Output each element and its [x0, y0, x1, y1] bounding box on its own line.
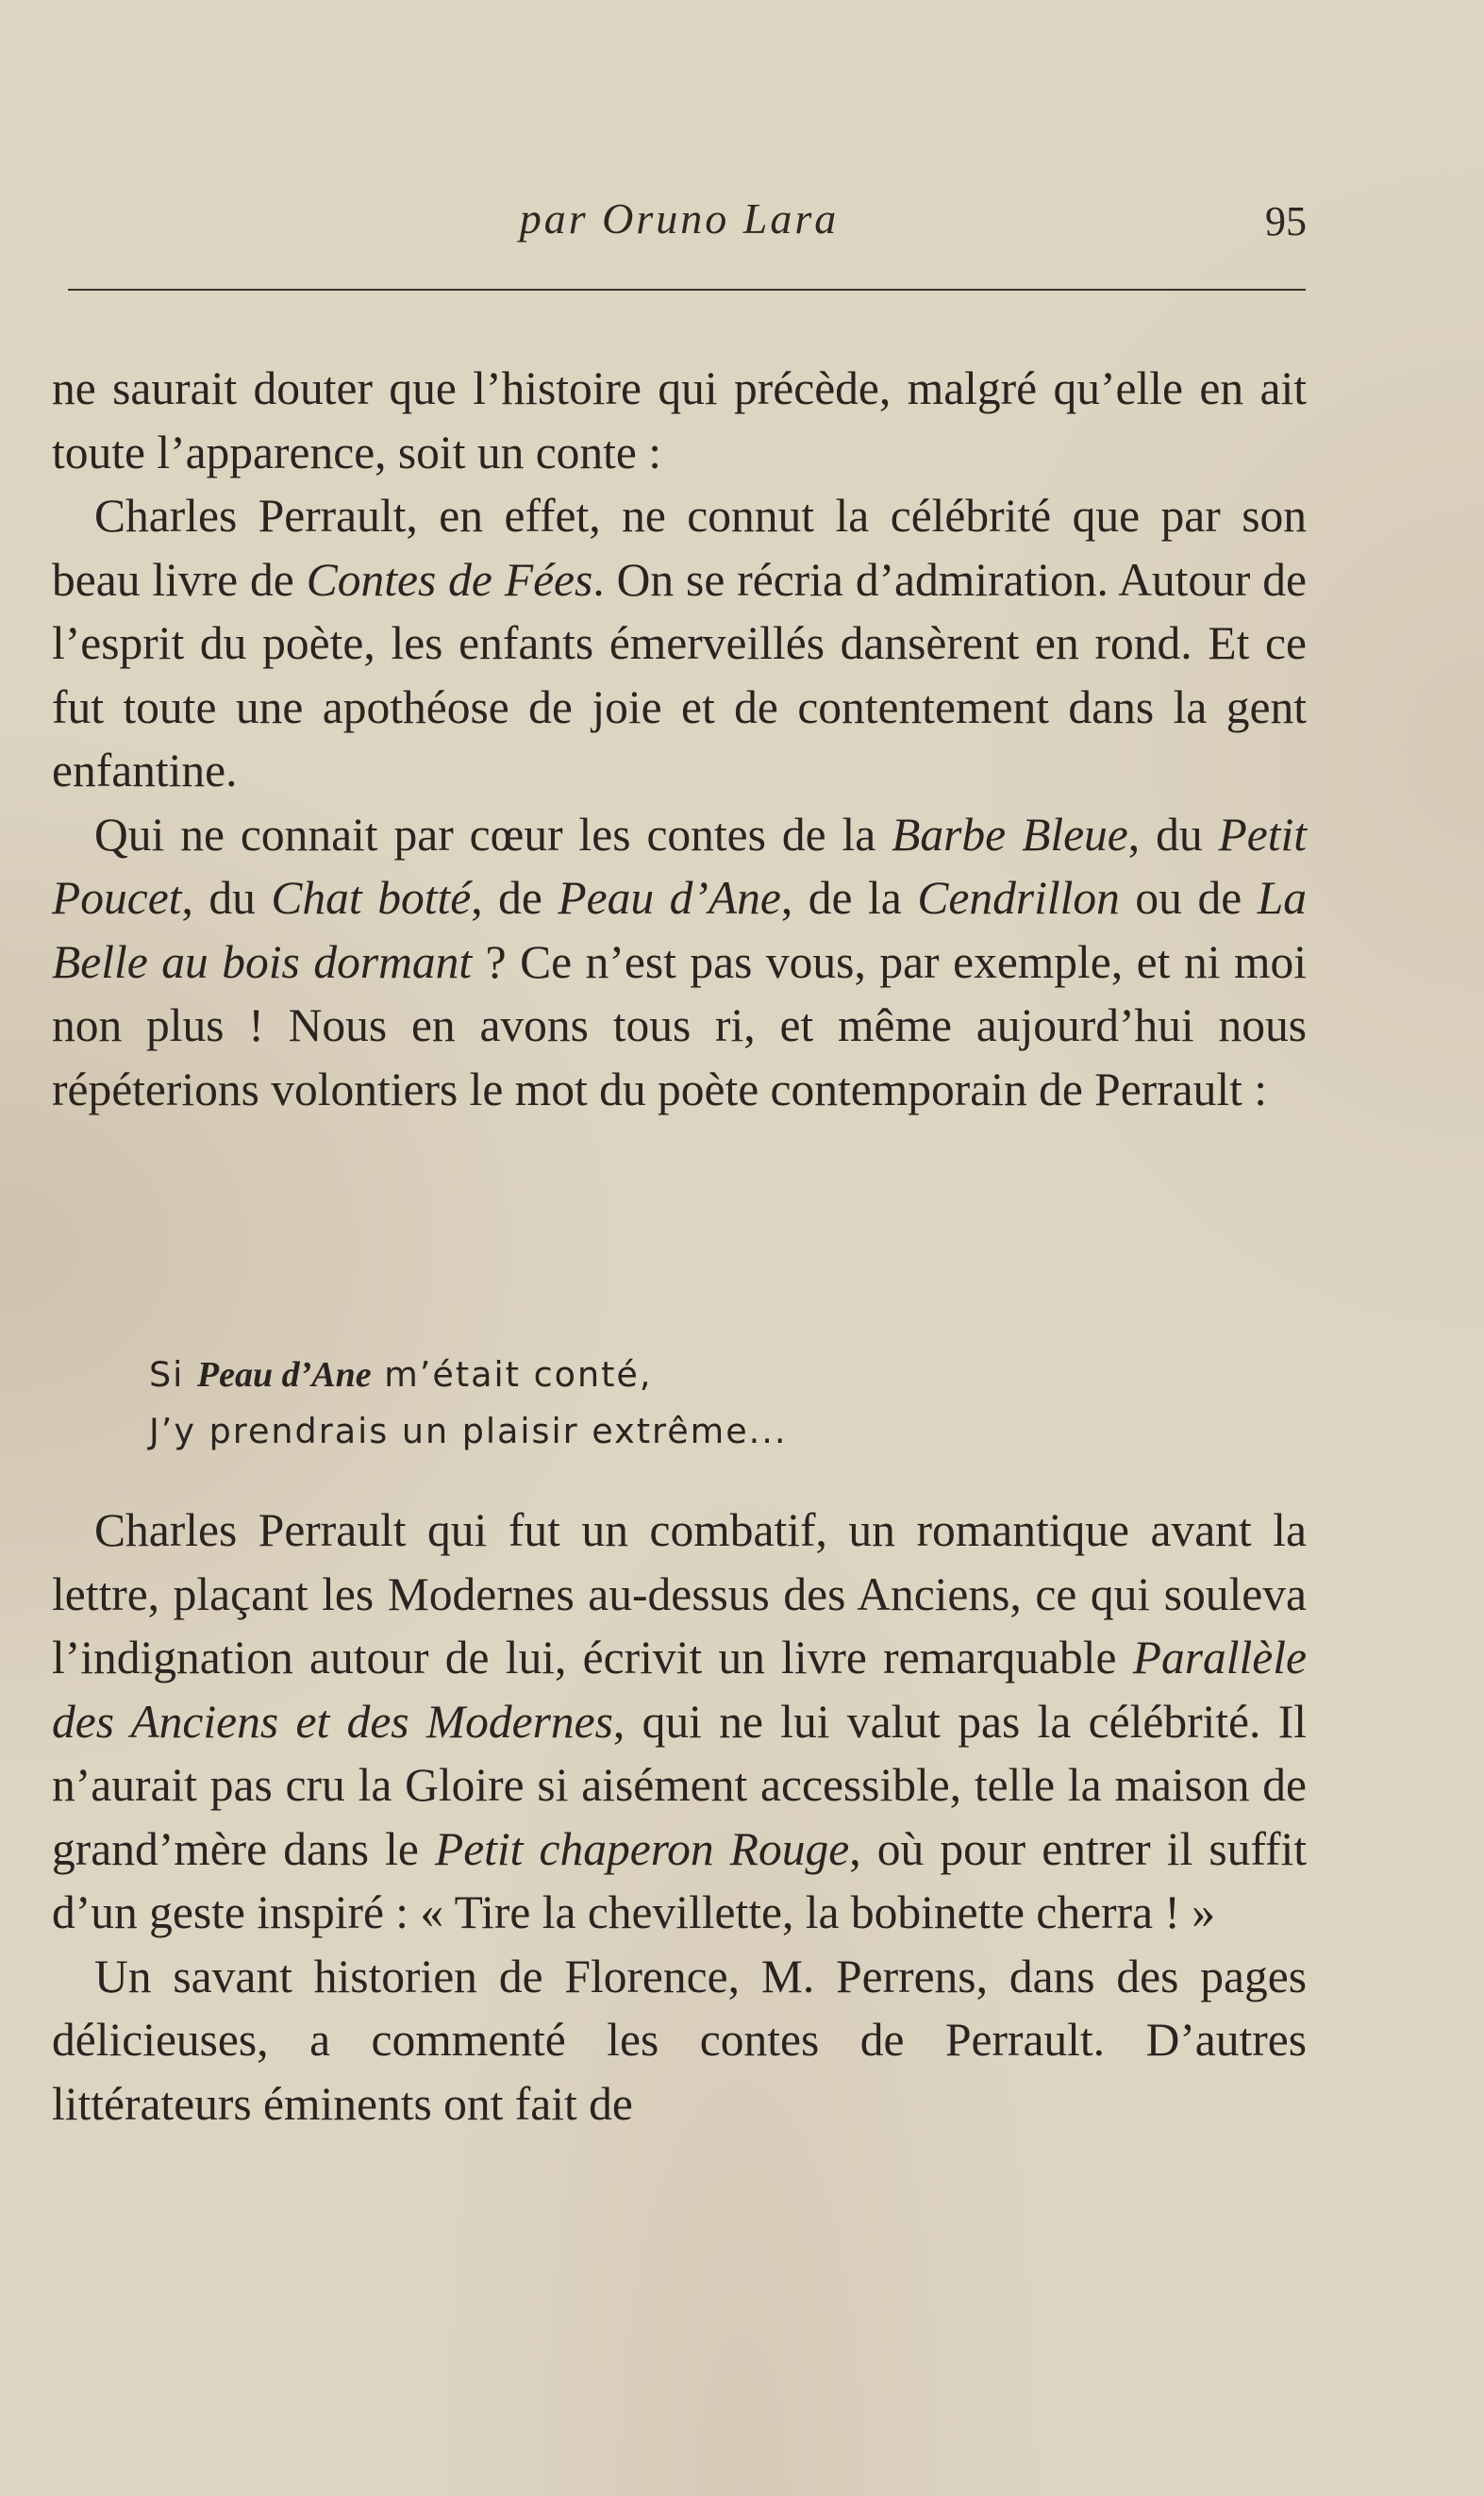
verse-quote — [149, 1347, 788, 1459]
paragraph-2 — [52, 484, 1307, 803]
text-run: , du — [181, 872, 272, 924]
italic-title: Petit chaperon Rouge — [434, 1822, 850, 1875]
italic-title: Cendrillon — [917, 872, 1120, 924]
text-run: , où pour entrer il suffit d’un geste inspiré : « Tire la chevillette, la bobinette cherra ! » — [52, 1822, 1307, 1938]
paragraph-5: Un savant historien de Florence, M. Perrens, dans des pages délicieuses, a commenté les contes de Perrault. D’autres littérateurs éminents ont fait de — [52, 1950, 1307, 2130]
paragraph-3 — [52, 803, 1307, 1122]
running-title: par Oruno Lara — [519, 194, 840, 243]
text-run: . On se récria d’admiration. Autour de l’esprit du poète, les enfants émerveillés dansèrent en rond. Et ce fut toute une apothéose de joie et de contentement dans la gent enfantine. — [52, 553, 1307, 796]
main-text-upper — [52, 357, 1307, 1121]
text-run: , de la — [780, 872, 918, 924]
paragraph-1: ne saurait douter que l’histoire qui précède, malgré qu’elle en ait toute l’apparence, soit un conte : — [52, 362, 1307, 478]
text-run: Charles Perrault, en effet, ne connut la célébrité que par son beau livre de — [52, 490, 1307, 606]
italic-title: La Belle au bois dormant — [52, 872, 1307, 988]
verse-line-2: J’y prendrais un plaisir extrême... — [149, 1411, 788, 1451]
italic-title: Chat botté — [271, 872, 472, 924]
italic-title: Petit Poucet — [52, 808, 1307, 924]
text-run: ou de — [1119, 872, 1258, 924]
italic-title: Peau d’Ane — [558, 872, 781, 924]
main-text-lower — [52, 1499, 1307, 2136]
paragraph-4 — [52, 1499, 1307, 1945]
verse-line-1 — [149, 1347, 788, 1403]
italic-title: Contes de Fées — [306, 553, 593, 606]
text-run: , qui ne lui valut pas la célébrité. Il n’aurait pas cru la Gloire si aisément accessible, telle la maison de grand’mère dans le — [52, 1695, 1307, 1875]
running-header — [52, 193, 1307, 250]
text-run: m’était conté, — [371, 1354, 653, 1395]
text-run: , de — [471, 872, 559, 924]
header-rule — [68, 289, 1306, 291]
italic-title: Barbe Bleue — [892, 808, 1128, 861]
page-number: 95 — [1265, 198, 1307, 244]
italic-title: Peau d’Ane — [196, 1355, 372, 1395]
text-run: ? Ce n’est pas vous, par exemple, et ni moi non plus ! Nous en avons tous ri, et même aujourd’hui nous répéterions volontiers le mot du poète contemporain de Perrault : — [52, 935, 1307, 1115]
text-run: Qui ne connait par cœur les contes de la — [94, 808, 892, 861]
text-run: Charles Perrault qui fut un combatif, un romantique avant la lettre, plaçant les Modernes au-dessus des Anciens, ce qui souleva l’indignation autour de lui, écrivit un livre remarquable — [52, 1504, 1307, 1684]
text-run: , du — [1127, 808, 1219, 861]
text-run: Si — [149, 1354, 197, 1395]
italic-title: Parallèle des Anciens et des Modernes — [52, 1632, 1307, 1748]
